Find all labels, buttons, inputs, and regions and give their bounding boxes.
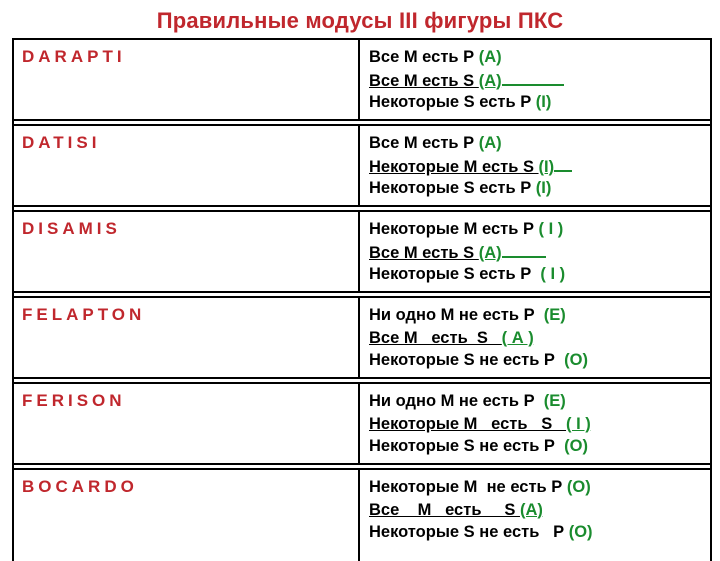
minor-premise: Все М есть S (А) <box>369 69 710 92</box>
premises-cell <box>360 40 710 119</box>
table-row <box>14 384 710 465</box>
major-premise: Все М есть Р (А) <box>369 48 502 66</box>
conclusion: Некоторые S есть Р ( I ) <box>369 265 566 283</box>
table-row <box>14 470 710 561</box>
premises-cell <box>360 470 710 561</box>
minor-premise: Некоторые М есть S (I) <box>369 155 710 178</box>
minor-premise: Все М есть S (А) <box>369 500 543 519</box>
premises-cell <box>360 126 710 205</box>
conclusion: Некоторые S есть Р (I) <box>369 93 552 111</box>
major-premise: Некоторые М не есть Р (О) <box>369 478 591 496</box>
major-premise: Все М есть Р (А) <box>369 134 502 152</box>
conclusion: Некоторые S есть Р (I) <box>369 179 552 197</box>
mood-name: DARAPTI <box>14 40 360 119</box>
minor-premise: Все М есть S ( А ) <box>369 328 534 347</box>
syllogism-table <box>12 38 712 561</box>
premises-cell <box>360 384 710 463</box>
mood-name: DATISI <box>14 126 360 205</box>
mood-name: FELAPTON <box>14 298 360 377</box>
conclusion: Некоторые S не есть Р (О) <box>369 351 588 369</box>
major-premise: Некоторые М есть Р ( I ) <box>369 220 564 238</box>
major-premise: Ни одно М не есть Р (Е) <box>369 306 566 324</box>
premises-cell <box>360 212 710 291</box>
table-row <box>14 40 710 121</box>
major-premise: Ни одно М не есть Р (Е) <box>369 392 566 410</box>
premises-cell <box>360 298 710 377</box>
table-row <box>14 298 710 379</box>
conclusion: Некоторые S не есть Р (О) <box>369 437 588 455</box>
conclusion: Некоторые S не есть Р (О) <box>369 523 593 541</box>
table-row <box>14 212 710 293</box>
minor-premise: Некоторые М есть S ( I ) <box>369 414 591 433</box>
mood-name: BOCARDO <box>14 470 360 561</box>
mood-name: FERISON <box>14 384 360 463</box>
minor-premise: Все М есть S (А) <box>369 241 710 264</box>
mood-name: DISAMIS <box>14 212 360 291</box>
table-row <box>14 126 710 207</box>
page-title: Правильные модусы III фигуры ПКС <box>156 8 564 33</box>
